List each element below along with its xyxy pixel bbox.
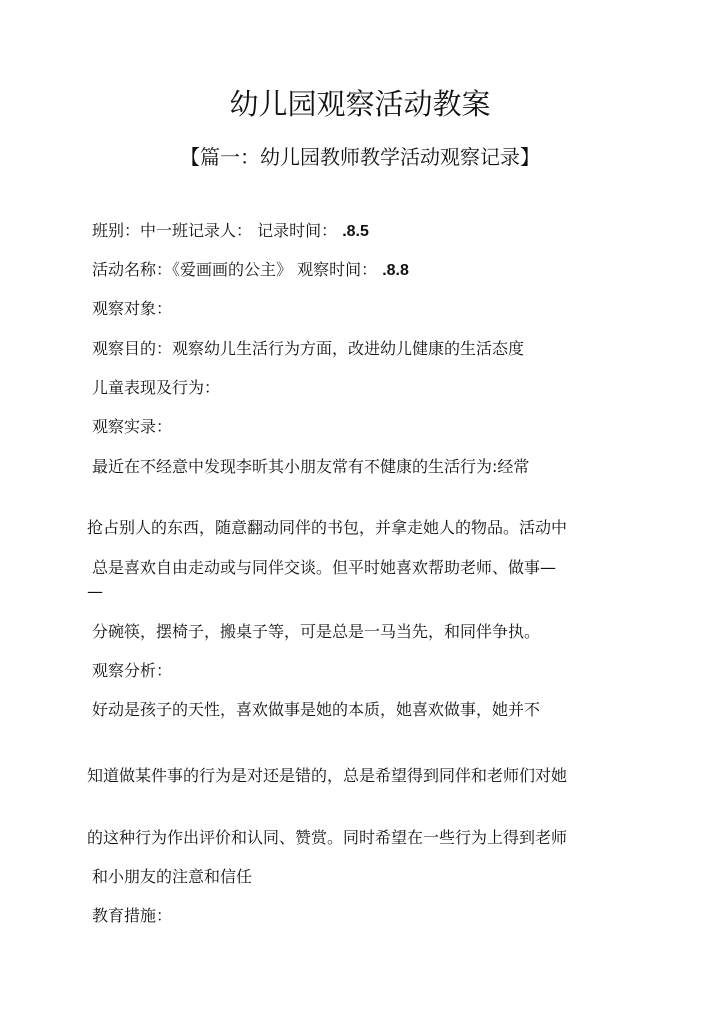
observe-analysis-heading: 观察分析： xyxy=(92,661,173,680)
child-behavior-heading: 儿童表现及行为： xyxy=(92,378,221,397)
paragraph-line: 最近在不经意中发现李昕其小朋友常有不健康的生活行为:经常 xyxy=(92,457,530,476)
paragraph-line: 知道做某件事的行为是对还是错的，总是希望得到同伴和老师们对她 xyxy=(87,766,568,785)
document-title: 幼儿园观察活动教案 xyxy=(229,87,491,121)
paragraph-line: 的这种行为作出评价和认同、赞赏。同时希望在一些行为上得到老师 xyxy=(87,828,568,847)
paragraph-line: 好动是孩子的天性，喜欢做事是她的本质，她喜欢做事，她并不 xyxy=(92,700,541,719)
activity-info-label: 活动名称：《爱画画的公主》 观察时间： xyxy=(92,260,378,279)
observe-target-line: 观察对象： xyxy=(92,299,173,318)
paragraph-line: 总是喜欢自由走动或与同伴交谈。但平时她喜欢帮助老师、做事— xyxy=(92,558,557,577)
record-info-label: 班别：中一班记录人： 记录时间： xyxy=(92,221,338,240)
activity-info-line xyxy=(92,258,409,283)
observe-date-value: .8.8 xyxy=(382,262,409,279)
observe-purpose-line: 观察目的：观察幼儿生活行为方面，改进幼儿健康的生活态度 xyxy=(92,339,525,358)
document-subtitle: 【篇一：幼儿园教师教学活动观察记录】 xyxy=(180,145,540,169)
paragraph-line: 分碗筷，摆椅子，搬桌子等，可是总是一马当先，和同伴争执。 xyxy=(92,622,541,641)
paragraph-line: 和小朋友的注意和信任 xyxy=(92,867,253,886)
education-measures-heading: 教育措施： xyxy=(92,906,173,925)
record-info-line xyxy=(92,219,369,244)
paragraph-line: 抢占别人的东西，随意翻动同伴的书包，并拿走她人的物品。活动中 xyxy=(87,518,568,537)
record-date-value: .8.5 xyxy=(342,223,369,240)
paragraph-line: — xyxy=(87,582,103,601)
observe-record-heading: 观察实录： xyxy=(92,417,173,436)
